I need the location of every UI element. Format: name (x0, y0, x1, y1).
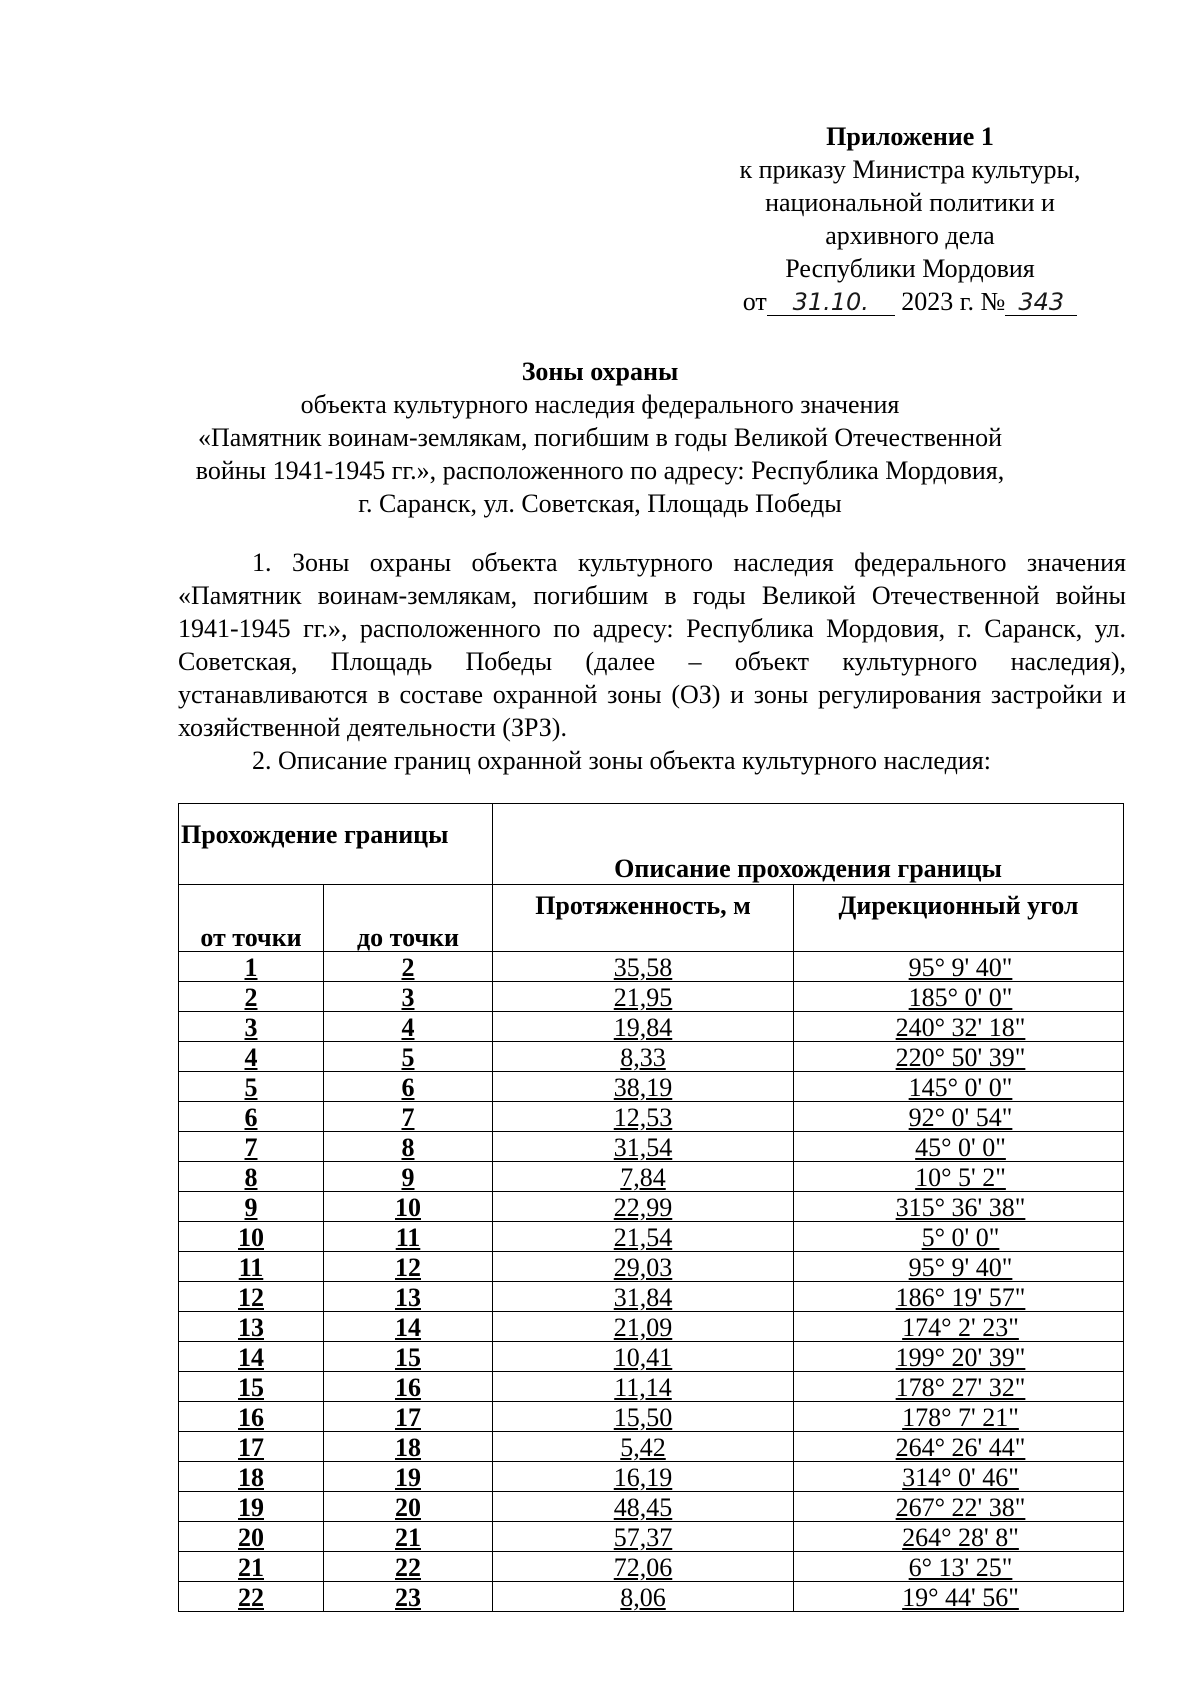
to-point-cell (324, 1042, 493, 1072)
from-point-cell-value: 8 (244, 1163, 258, 1192)
table-subheader-row (179, 885, 1124, 952)
to-point-cell-value: 20 (395, 1493, 421, 1522)
length-cell (493, 1582, 794, 1612)
to-point-cell (324, 982, 493, 1012)
table-row (179, 1402, 1124, 1432)
to-point-cell (324, 1072, 493, 1102)
to-point-cell-value: 15 (395, 1343, 421, 1372)
table-row (179, 1072, 1124, 1102)
table-row (179, 1162, 1124, 1192)
angle-cell (794, 1252, 1124, 1282)
from-point-cell-value: 21 (238, 1553, 264, 1582)
appendix-line: Республики Мордовия (785, 254, 1035, 283)
order-prefix: от (742, 287, 767, 316)
length-cell-value: 21,09 (613, 1313, 673, 1342)
from-point-cell-value: 17 (238, 1433, 264, 1462)
length-cell-value: 11,14 (614, 1373, 672, 1402)
angle-cell (794, 1372, 1124, 1402)
to-point-cell-value: 5 (401, 1043, 415, 1072)
angle-cell (794, 1162, 1124, 1192)
angle-cell-value: 267° 22' 38" (895, 1493, 1026, 1522)
table-row (179, 1432, 1124, 1462)
to-point-cell-value: 4 (401, 1013, 415, 1042)
length-cell-value: 21,95 (613, 983, 673, 1012)
length-cell (493, 1042, 794, 1072)
from-point-cell (179, 1192, 324, 1222)
angle-cell-value: 19° 44' 56" (902, 1583, 1019, 1612)
length-cell-value: 15,50 (613, 1403, 673, 1432)
from-point-cell (179, 1072, 324, 1102)
length-cell (493, 1282, 794, 1312)
table-row (179, 1522, 1124, 1552)
length-cell (493, 1162, 794, 1192)
table-row (179, 1462, 1124, 1492)
angle-cell-value: 185° 0' 0" (908, 983, 1013, 1012)
table-row (179, 952, 1124, 982)
to-point-cell (324, 1312, 493, 1342)
to-point-cell (324, 1372, 493, 1402)
angle-cell (794, 1102, 1124, 1132)
table-row (179, 982, 1124, 1012)
paragraph-1: 1. Зоны охраны объекта культурного наследия федерального значения «Памятник воинам-землякам, погибшим в годы Великой Отечественной войны 1941-1945 гг.», расположенного по адресу: Республика Мордовия, г. Саранск, ул. Советская, Площадь Победы (далее – объект культурного наследия), устанавливаются в составе охранной зоны (ОЗ) и зоны регулирования застройки и хозяйственной деятельности (ЗРЗ). (178, 548, 1126, 742)
table-header-row (179, 804, 1124, 885)
angle-cell (794, 1072, 1124, 1102)
from-point-cell-value: 20 (238, 1523, 264, 1552)
document-title: Зоны охраны (521, 357, 679, 386)
table-row (179, 1042, 1124, 1072)
angle-cell (794, 1282, 1124, 1312)
angle-cell (794, 1342, 1124, 1372)
from-point-cell-value: 3 (244, 1013, 258, 1042)
length-cell-value: 19,84 (613, 1013, 673, 1042)
to-point-cell-value: 9 (401, 1163, 415, 1192)
to-point-cell-value: 13 (395, 1283, 421, 1312)
to-point-cell (324, 1132, 493, 1162)
to-point-cell (324, 1282, 493, 1312)
from-point-cell-value: 6 (244, 1103, 258, 1132)
table-row (179, 1012, 1124, 1042)
to-point-cell (324, 1252, 493, 1282)
angle-cell (794, 1132, 1124, 1162)
angle-cell (794, 1552, 1124, 1582)
from-point-cell (179, 1282, 324, 1312)
angle-cell-value: 264° 28' 8" (902, 1523, 1019, 1552)
length-cell-value: 35,58 (613, 953, 673, 982)
to-point-cell (324, 1402, 493, 1432)
angle-cell-value: 178° 7' 21" (902, 1403, 1019, 1432)
to-point-cell-value: 3 (401, 983, 415, 1012)
length-cell (493, 1012, 794, 1042)
length-cell-value: 31,84 (613, 1283, 673, 1312)
angle-cell-value: 178° 27' 32" (895, 1373, 1026, 1402)
from-point-cell (179, 1372, 324, 1402)
from-point-cell (179, 952, 324, 982)
from-point-cell (179, 1432, 324, 1462)
angle-cell-value: 10° 5' 2" (915, 1163, 1006, 1192)
to-point-cell-value: 17 (395, 1403, 421, 1432)
length-cell-value: 38,19 (613, 1073, 673, 1102)
to-point-cell (324, 1012, 493, 1042)
header-angle: Дирекционный угол (794, 885, 1124, 952)
angle-cell (794, 1192, 1124, 1222)
length-cell-value: 22,99 (613, 1193, 673, 1222)
length-cell (493, 1492, 794, 1522)
title-line: г. Саранск, ул. Советская, Площадь Победы (358, 489, 842, 518)
table-row (179, 1282, 1124, 1312)
appendix-header (700, 120, 1120, 318)
length-cell-value: 29,03 (613, 1253, 673, 1282)
from-point-cell-value: 16 (238, 1403, 264, 1432)
header-boundary-description: Описание прохождения границы (493, 804, 1124, 885)
angle-cell-value: 5° 0' 0" (921, 1223, 1000, 1252)
document-title-block (160, 355, 1040, 520)
from-point-cell (179, 1132, 324, 1162)
table-row (179, 1552, 1124, 1582)
to-point-cell (324, 952, 493, 982)
length-cell (493, 1102, 794, 1132)
to-point-cell-value: 21 (395, 1523, 421, 1552)
length-cell-value: 5,42 (620, 1433, 666, 1462)
length-cell (493, 1552, 794, 1582)
table-row (179, 1132, 1124, 1162)
to-point-cell-value: 7 (401, 1103, 415, 1132)
appendix-title: Приложение 1 (826, 122, 994, 151)
from-point-cell (179, 1492, 324, 1522)
table-row (179, 1312, 1124, 1342)
from-point-cell (179, 1582, 324, 1612)
length-cell-value: 8,06 (620, 1583, 666, 1612)
from-point-cell (179, 1312, 324, 1342)
angle-cell-value: 145° 0' 0" (908, 1073, 1013, 1102)
angle-cell-value: 95° 9' 40" (908, 1253, 1013, 1282)
to-point-cell-value: 2 (401, 953, 415, 982)
length-cell (493, 1372, 794, 1402)
table-row (179, 1492, 1124, 1522)
from-point-cell-value: 15 (238, 1373, 264, 1402)
handwritten-order-number: 343 (1005, 289, 1077, 316)
to-point-cell-value: 19 (395, 1463, 421, 1492)
length-cell (493, 982, 794, 1012)
order-line (700, 285, 1120, 318)
angle-cell-value: 315° 36' 38" (895, 1193, 1026, 1222)
from-point-cell-value: 18 (238, 1463, 264, 1492)
length-cell-value: 72,06 (613, 1553, 673, 1582)
angle-cell-value: 6° 13' 25" (908, 1553, 1013, 1582)
to-point-cell-value: 18 (395, 1433, 421, 1462)
length-cell (493, 1522, 794, 1552)
length-cell-value: 21,54 (613, 1223, 673, 1252)
to-point-cell-value: 6 (401, 1073, 415, 1102)
angle-cell-value: 95° 9' 40" (908, 953, 1013, 982)
length-cell (493, 1462, 794, 1492)
from-point-cell-value: 22 (238, 1583, 264, 1612)
table-row (179, 1192, 1124, 1222)
angle-cell (794, 982, 1124, 1012)
body-text (178, 546, 1126, 777)
appendix-line: к приказу Министра культуры, (739, 155, 1081, 184)
table-row (179, 1342, 1124, 1372)
from-point-cell (179, 1252, 324, 1282)
from-point-cell (179, 1342, 324, 1372)
angle-cell-value: 186° 19' 57" (895, 1283, 1026, 1312)
title-line: объекта культурного наследия федерального значения (300, 390, 900, 419)
to-point-cell-value: 11 (395, 1223, 421, 1252)
angle-cell (794, 1492, 1124, 1522)
length-cell-value: 8,33 (620, 1043, 666, 1072)
angle-cell (794, 1042, 1124, 1072)
from-point-cell-value: 5 (244, 1073, 258, 1102)
to-point-cell (324, 1432, 493, 1462)
angle-cell-value: 314° 0' 46" (902, 1463, 1019, 1492)
from-point-cell-value: 7 (244, 1133, 258, 1162)
header-length: Протяженность, м (493, 885, 794, 952)
angle-cell-value: 45° 0' 0" (915, 1133, 1006, 1162)
to-point-cell-value: 12 (395, 1253, 421, 1282)
angle-cell-value: 264° 26' 44" (895, 1433, 1026, 1462)
from-point-cell-value: 19 (238, 1493, 264, 1522)
to-point-cell-value: 10 (395, 1193, 421, 1222)
angle-cell (794, 1582, 1124, 1612)
title-line: войны 1941-1945 гг.», расположенного по адресу: Республика Мордовия, (195, 456, 1005, 485)
length-cell (493, 1222, 794, 1252)
angle-cell-value: 220° 50' 39" (895, 1043, 1026, 1072)
length-cell (493, 1312, 794, 1342)
boundary-table-wrapper (178, 803, 1123, 1612)
header-boundary-passage: Прохождение границы (179, 804, 493, 885)
to-point-cell (324, 1102, 493, 1132)
angle-cell (794, 952, 1124, 982)
to-point-cell-value: 16 (395, 1373, 421, 1402)
length-cell (493, 1132, 794, 1162)
to-point-cell (324, 1462, 493, 1492)
angle-cell-value: 92° 0' 54" (908, 1103, 1013, 1132)
paragraph-2: 2. Описание границ охранной зоны объекта культурного наследия: (252, 746, 991, 775)
length-cell-value: 16,19 (613, 1463, 673, 1492)
from-point-cell-value: 12 (238, 1283, 264, 1312)
angle-cell (794, 1012, 1124, 1042)
to-point-cell (324, 1582, 493, 1612)
to-point-cell-value: 14 (395, 1313, 421, 1342)
header-to-point: до точки (324, 885, 493, 952)
angle-cell (794, 1462, 1124, 1492)
table-row (179, 1582, 1124, 1612)
table-row (179, 1372, 1124, 1402)
table-body (179, 952, 1124, 1612)
from-point-cell (179, 1552, 324, 1582)
length-cell (493, 1252, 794, 1282)
from-point-cell (179, 1012, 324, 1042)
angle-cell (794, 1432, 1124, 1462)
length-cell-value: 57,37 (613, 1523, 673, 1552)
from-point-cell-value: 1 (244, 953, 258, 982)
angle-cell-value: 240° 32' 18" (895, 1013, 1026, 1042)
table-row (179, 1102, 1124, 1132)
to-point-cell (324, 1522, 493, 1552)
appendix-line: архивного дела (825, 221, 995, 250)
to-point-cell (324, 1552, 493, 1582)
angle-cell (794, 1522, 1124, 1552)
from-point-cell (179, 982, 324, 1012)
to-point-cell (324, 1342, 493, 1372)
length-cell-value: 31,54 (613, 1133, 673, 1162)
from-point-cell-value: 2 (244, 983, 258, 1012)
length-cell-value: 48,45 (613, 1493, 673, 1522)
to-point-cell-value: 22 (395, 1553, 421, 1582)
length-cell (493, 1432, 794, 1462)
length-cell-value: 7,84 (620, 1163, 666, 1192)
length-cell-value: 12,53 (613, 1103, 673, 1132)
angle-cell (794, 1222, 1124, 1252)
from-point-cell-value: 9 (244, 1193, 258, 1222)
to-point-cell (324, 1162, 493, 1192)
to-point-cell (324, 1492, 493, 1522)
length-cell (493, 1072, 794, 1102)
from-point-cell (179, 1222, 324, 1252)
angle-cell (794, 1312, 1124, 1342)
handwritten-order-date: 31.10. (767, 289, 895, 316)
length-cell-value: 10,41 (613, 1343, 673, 1372)
from-point-cell (179, 1402, 324, 1432)
from-point-cell (179, 1522, 324, 1552)
appendix-line: национальной политики и (765, 188, 1055, 217)
title-line: «Памятник воинам-землякам, погибшим в годы Великой Отечественной (197, 423, 1002, 452)
to-point-cell-value: 23 (395, 1583, 421, 1612)
length-cell (493, 1192, 794, 1222)
from-point-cell-value: 4 (244, 1043, 258, 1072)
from-point-cell (179, 1462, 324, 1492)
to-point-cell-value: 8 (401, 1133, 415, 1162)
from-point-cell (179, 1102, 324, 1132)
order-year: 2023 г. № (901, 287, 1006, 316)
angle-cell-value: 199° 20' 39" (895, 1343, 1026, 1372)
table-row (179, 1222, 1124, 1252)
angle-cell-value: 174° 2' 23" (902, 1313, 1019, 1342)
table-row (179, 1252, 1124, 1282)
from-point-cell (179, 1162, 324, 1192)
length-cell (493, 952, 794, 982)
length-cell (493, 1342, 794, 1372)
angle-cell (794, 1402, 1124, 1432)
to-point-cell (324, 1192, 493, 1222)
from-point-cell-value: 10 (238, 1223, 264, 1252)
from-point-cell (179, 1042, 324, 1072)
header-from-point: от точки (179, 885, 324, 952)
to-point-cell (324, 1222, 493, 1252)
from-point-cell-value: 14 (238, 1343, 264, 1372)
boundary-table (178, 803, 1124, 1612)
from-point-cell-value: 13 (238, 1313, 264, 1342)
length-cell (493, 1402, 794, 1432)
from-point-cell-value: 11 (238, 1253, 264, 1282)
